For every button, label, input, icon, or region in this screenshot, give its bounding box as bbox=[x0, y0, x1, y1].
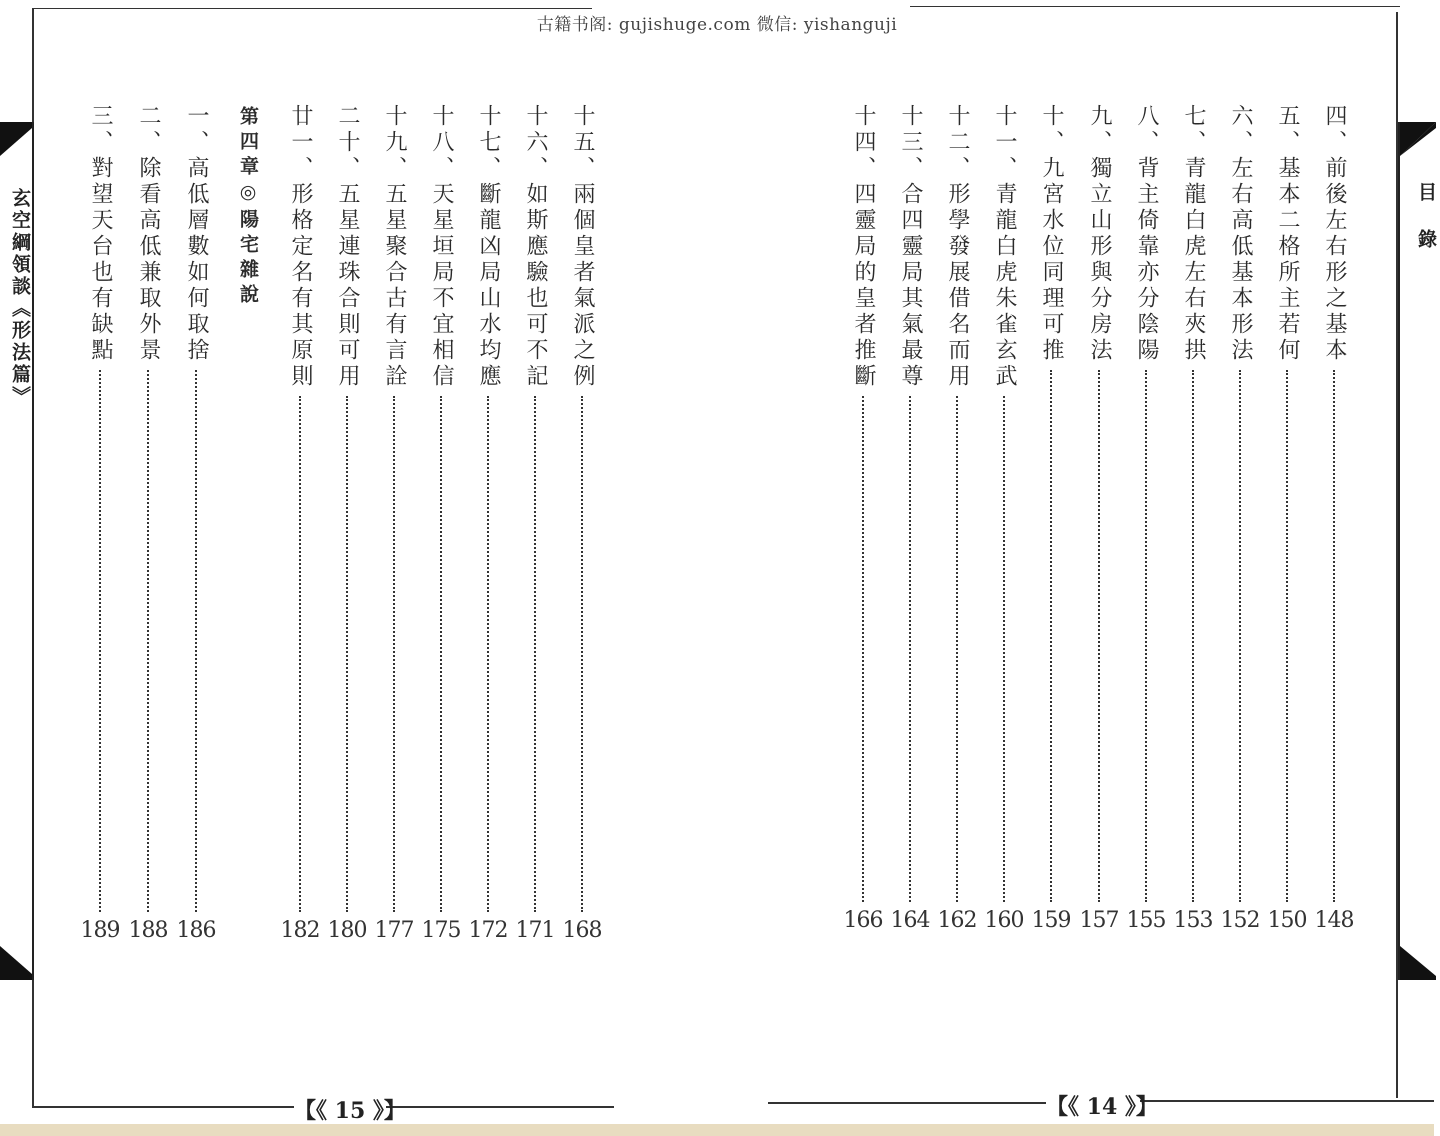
toc-entry bbox=[562, 104, 602, 943]
toc-entry bbox=[890, 104, 930, 933]
chapter-heading-text: 第四章◎陽宅雜說 bbox=[237, 106, 259, 309]
toc-entry-page: 182 bbox=[280, 918, 320, 943]
toc-entry bbox=[984, 104, 1024, 933]
page-bottom-band bbox=[0, 1124, 1434, 1136]
contents-heading: 目錄 bbox=[1415, 182, 1437, 276]
toc-entry bbox=[280, 104, 320, 943]
chevron-up-icon bbox=[0, 122, 32, 156]
toc-entry-page: 157 bbox=[1079, 908, 1119, 933]
chapter-heading bbox=[228, 106, 268, 309]
toc-entry-page: 155 bbox=[1126, 908, 1166, 933]
left-page-bottom-rule-b bbox=[386, 1106, 614, 1108]
toc-leader-dots bbox=[1145, 370, 1147, 902]
toc-entry-title: 六、左右高低基本形法 bbox=[1228, 104, 1253, 364]
toc-entry bbox=[176, 104, 216, 943]
toc-entry-title: 一、高低層數如何取捨 bbox=[184, 104, 209, 364]
book-title: 玄空綱領談《形法篇》 bbox=[9, 188, 31, 408]
toc-entry bbox=[515, 104, 555, 943]
toc-entry-page: 171 bbox=[515, 918, 555, 943]
toc-leader-dots bbox=[1192, 370, 1194, 902]
toc-entry-title: 二、除看高低兼取外景 bbox=[136, 104, 161, 364]
toc-entry bbox=[128, 104, 168, 943]
toc-entry-page: 175 bbox=[421, 918, 461, 943]
toc-entry-title: 四、前後左右形之基本 bbox=[1322, 104, 1347, 364]
toc-entry bbox=[421, 104, 461, 943]
toc-leader-dots bbox=[440, 396, 442, 912]
right-page-bottom-rule-b bbox=[1140, 1100, 1434, 1102]
left-page-number: 【《 15 》】 bbox=[294, 1098, 406, 1124]
toc-leader-dots bbox=[99, 370, 101, 912]
toc-leader-dots bbox=[1050, 370, 1052, 902]
toc-entry-title: 二十、五星連珠合則可用 bbox=[335, 104, 360, 390]
toc-entry bbox=[80, 104, 120, 943]
toc-leader-dots bbox=[1239, 370, 1241, 902]
toc-leader-dots bbox=[956, 396, 958, 902]
toc-entry bbox=[1220, 104, 1260, 933]
toc-entry-title: 八、背主倚靠亦分陰陽 bbox=[1134, 104, 1159, 364]
toc-leader-dots bbox=[534, 396, 536, 912]
toc-entry bbox=[1126, 104, 1166, 933]
chevron-up-icon bbox=[1400, 122, 1436, 156]
toc-leader-dots bbox=[1098, 370, 1100, 902]
toc-entry-title: 十九、五星聚合古有言詮 bbox=[382, 104, 407, 390]
toc-entry bbox=[468, 104, 508, 943]
toc-entry-title: 十五、兩個皇者氣派之例 bbox=[570, 104, 595, 390]
toc-leader-dots bbox=[1003, 396, 1005, 902]
toc-entry-page: 189 bbox=[80, 918, 120, 943]
left-page-top-rule bbox=[32, 8, 592, 9]
toc-entry-title: 廿一、形格定名有其原則 bbox=[288, 104, 313, 390]
toc-entry-page: 180 bbox=[327, 918, 367, 943]
toc-entry-title: 十二、形學發展借名而用 bbox=[945, 104, 970, 390]
left-page-bottom-rule-a bbox=[32, 1106, 294, 1108]
toc-entry-title: 十三、合四靈局其氣最尊 bbox=[898, 104, 923, 390]
toc-entry-page: 160 bbox=[984, 908, 1024, 933]
toc-entry bbox=[1031, 104, 1071, 933]
watermark-text: 古籍书阁: gujishuge.com 微信: yishanguji bbox=[536, 15, 898, 35]
toc-leader-dots bbox=[147, 370, 149, 912]
toc-entry-page: 152 bbox=[1220, 908, 1260, 933]
toc-entry-page: 150 bbox=[1267, 908, 1307, 933]
toc-entry bbox=[374, 104, 414, 943]
toc-entry-page: 172 bbox=[468, 918, 508, 943]
toc-entry-page: 177 bbox=[374, 918, 414, 943]
toc-entry bbox=[1079, 104, 1119, 933]
toc-entry-page: 188 bbox=[128, 918, 168, 943]
right-side-banner bbox=[1398, 122, 1436, 980]
toc-entry-page: 153 bbox=[1173, 908, 1213, 933]
toc-entry bbox=[1267, 104, 1307, 933]
toc-leader-dots bbox=[393, 396, 395, 912]
toc-entry-page: 162 bbox=[937, 908, 977, 933]
toc-entry bbox=[327, 104, 367, 943]
left-side-banner bbox=[0, 122, 34, 980]
toc-leader-dots bbox=[862, 396, 864, 902]
toc-entry-title: 十、九宮水位同理可推 bbox=[1039, 104, 1064, 364]
toc-entry-page: 186 bbox=[176, 918, 216, 943]
toc-entry bbox=[937, 104, 977, 933]
right-page-top-rule bbox=[910, 6, 1400, 7]
toc-entry-page: 148 bbox=[1314, 908, 1354, 933]
toc-entry-title: 九、獨立山形與分房法 bbox=[1087, 104, 1112, 364]
toc-entry bbox=[1314, 104, 1354, 933]
toc-entry bbox=[843, 104, 883, 933]
toc-leader-dots bbox=[581, 396, 583, 912]
toc-entry-title: 十八、天星垣局不宜相信 bbox=[429, 104, 454, 390]
toc-entry-page: 164 bbox=[890, 908, 930, 933]
toc-entry-title: 十四、四靈局的皇者推斷 bbox=[851, 104, 876, 390]
right-page-number: 【《 14 》】 bbox=[1046, 1094, 1158, 1120]
toc-entry-page: 166 bbox=[843, 908, 883, 933]
toc-entry-title: 十一、青龍白虎朱雀玄武 bbox=[992, 104, 1017, 390]
toc-entry-title: 十六、如斯應驗也可不記 bbox=[523, 104, 548, 390]
toc-entry bbox=[1173, 104, 1213, 933]
toc-entry-page: 168 bbox=[562, 918, 602, 943]
toc-leader-dots bbox=[195, 370, 197, 912]
toc-entry-title: 七、青龍白虎左右夾拱 bbox=[1181, 104, 1206, 364]
toc-entry-title: 十七、斷龍凶局山水均應 bbox=[476, 104, 501, 390]
toc-leader-dots bbox=[346, 396, 348, 912]
toc-leader-dots bbox=[909, 396, 911, 902]
chevron-down-icon bbox=[0, 946, 32, 980]
toc-entry-page: 159 bbox=[1031, 908, 1071, 933]
toc-leader-dots bbox=[299, 396, 301, 912]
toc-leader-dots bbox=[487, 396, 489, 912]
toc-leader-dots bbox=[1333, 370, 1335, 902]
right-page-bottom-rule-a bbox=[768, 1102, 1046, 1104]
toc-entry-title: 三、對望天台也有缺點 bbox=[88, 104, 113, 364]
toc-leader-dots bbox=[1286, 370, 1288, 902]
toc-entry-title: 五、基本二格所主若何 bbox=[1275, 104, 1300, 364]
chevron-down-icon bbox=[1400, 946, 1436, 980]
